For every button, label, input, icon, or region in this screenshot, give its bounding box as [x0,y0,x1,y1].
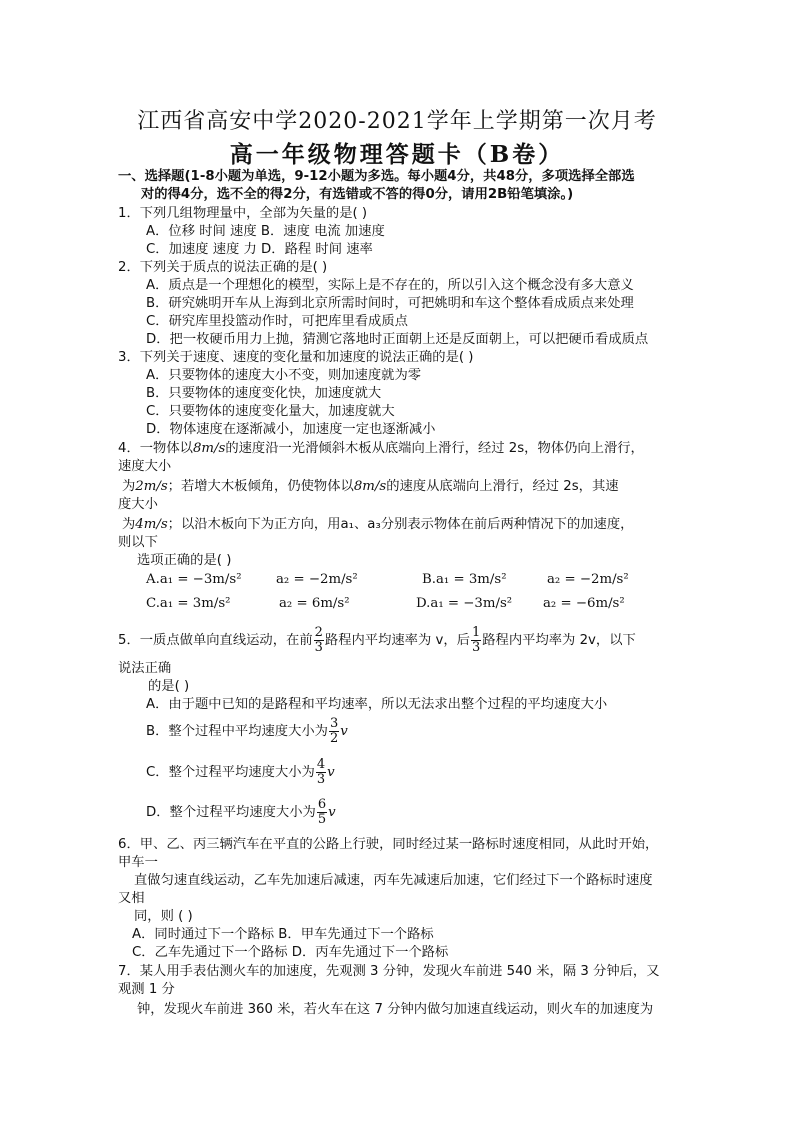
fraction-numerator: 6 [317,796,327,812]
velocity-value: 2m/s [135,479,168,494]
fraction-six-fifths [317,798,327,827]
question-4-text: 的速度沿一光滑倾斜木板从底端向上滑行，经过 2s，物体仍向上滑行， [225,441,644,456]
question-4-option-a2: a₂ = −2m/s² [276,572,358,587]
velocity-value: 4m/s [135,517,168,532]
question-4-option-c1: C.a₁ = 3m/s² [146,596,231,611]
fraction-denominator: 3 [316,771,326,787]
variable-v: v [327,765,335,780]
question-4-line7: 选项正确的是( ) [137,553,232,568]
question-4-option-d2: a₂ = −6m/s² [543,596,625,611]
question-6-options-ab: A．同时通过下一个路标 B．甲车先通过下一个路标 [132,927,434,942]
fraction-four-thirds [316,758,326,787]
question-5-line3: 的是( ) [148,679,190,694]
question-4-text: 4．一物体以 [118,441,193,456]
question-4-line2: 速度大小 [118,459,172,474]
velocity-value: 8m/s [353,479,387,494]
question-3-stem: 3．下列关于速度、速度的变化量和加速度的说法正确的是( ) [118,350,474,365]
question-2-option-b: B．研究姚明开车从上海到北京所需时间时，可把姚明和车这个整体看成质点来处理 [146,296,634,311]
question-6-line4: 又相 [118,891,145,906]
fraction-numerator: 1 [471,624,481,640]
fraction-three-halves [329,717,339,746]
question-4-line3 [122,478,619,495]
question-4-text: ；以沿木板向下为正方向，用a₁、a₃分别表示物体在前后两种情况下的加速度， [167,517,634,532]
question-6-line2: 甲车一 [118,855,158,870]
fraction-numerator: 3 [329,715,339,731]
question-7-line1: 7．某人用手表估测火车的加速度，先观测 3 分钟，发现火车前进 540 米，隔 3 分钟后，又 [118,964,660,979]
question-4-text: 为 [122,517,136,532]
question-2-stem: 2．下列关于质点的说法正确的是( ) [118,260,328,275]
variable-v: v [328,805,336,820]
question-4-option-b1: B.a₁ = 3m/s² [422,572,507,587]
question-5-text: 路程内平均速率为 v，后 [324,633,470,648]
question-4-option-b2: a₂ = −2m/s² [547,572,629,587]
velocity-value: 8m/s [192,441,226,456]
question-4-option-a1: A.a₁ = −3m/s² [146,572,242,587]
question-5-text: 路程内平均率为 2v，以下 [482,633,636,648]
fraction-denominator: 3 [314,639,323,655]
question-5-option-b-text: B．整个过程中平均速度大小为 [146,724,328,739]
question-4-text: 为 [122,479,136,494]
question-6-line5: 同，则 ( ) [134,909,193,924]
section-instructions-line2: 对的得4分，选不全的得2分，有选错或不答的得0分，请用2B铅笔填涂。) [141,187,574,202]
question-5-option-c-text: C．整个过程平均速度大小为 [146,765,315,780]
question-1-stem: 1．下列几组物理量中，全部为矢量的是( ) [118,206,368,221]
question-5-option-d [146,797,336,829]
question-6-options-cd: C．乙车先通过下一个路标 D．丙车先通过下一个路标 [132,945,449,960]
question-4-option-c2: a₂ = 6m/s² [279,596,350,611]
question-4-line5 [122,516,633,533]
question-5-option-a: A．由于题中已知的是路程和平均速率，所以无法求出整个过程的平均速度大小 [146,697,608,712]
question-1-options-ab: A．位移 时间 速度 B．速度 电流 加速度 [146,224,385,239]
section-instructions-line1: 一、选择题(1-8小题为单选，9-12小题为多选。每小题4分，共48分，多项选择全部选 [118,169,635,184]
question-7-line2: 观测 1 分 [118,982,175,997]
question-3-option-d: D．物体速度在逐渐减小，加速度一定也逐渐减小 [146,422,436,437]
question-6-line1: 6．甲、乙、丙三辆汽车在平直的公路上行驶，同时经过某一路标时速度相同，从此时开始， [118,837,659,852]
question-1-options-cd: C．加速度 速度 力 D．路程 时间 速率 [146,242,373,257]
question-5-option-b [146,716,348,748]
fraction-denominator: 3 [471,639,481,655]
fraction-one-third [471,626,481,655]
question-4-line4: 度大小 [118,497,158,512]
question-4-text: ；若增大木板倾角，仍使物体以 [167,479,354,494]
question-5-text: 5．一质点做单向直线运动，在前 [118,633,313,648]
question-7-line3: 钟，发现火车前进 360 米，若火车在这 7 分钟内做匀加速直线运动，则火车的加速度为 [137,1002,654,1017]
question-2-option-d: D．把一枚硬币用力上抛，猜测它落地时正面朝上还是反面朝上，可以把硬币看成质点 [146,332,649,347]
variable-v: v [340,724,348,739]
question-5-option-c [146,757,335,789]
fraction-numerator: 2 [314,624,323,640]
question-5-line1 [118,625,636,657]
question-4-option-d1: D.a₁ = −3m/s² [416,596,513,611]
exam-subtitle: 高一年级物理答题卡（B卷） [229,141,565,168]
question-2-option-c: C．研究库里投篮动作时，可把库里看成质点 [146,314,408,329]
question-4-line1 [118,440,644,457]
question-4-line6: 则以下 [118,535,158,550]
fraction-denominator: 2 [329,730,339,746]
exam-title: 江西省高安中学2020-2021学年上学期第一次月考 [137,109,657,134]
question-3-option-a: A．只要物体的速度大小不变，则加速度就为零 [146,368,422,383]
question-3-option-c: C．只要物体的速度变化量大，加速度就大 [146,404,395,419]
fraction-two-thirds [314,626,324,655]
question-5-option-d-text: D．整个过程平均速度大小为 [146,805,316,820]
question-5-line2: 说法正确 [118,661,172,676]
fraction-denominator: 5 [317,811,327,827]
fraction-numerator: 4 [316,756,326,772]
question-4-text: 的速度从底端向上滑行，经过 2s，其速 [386,479,619,494]
question-2-option-a: A．质点是一个理想化的模型，实际上是不存在的，所以引入这个概念没有多大意义 [146,278,634,293]
question-3-option-b: B．只要物体的速度变化快，加速度就大 [146,386,382,401]
question-6-line3: 直做匀速直线运动，乙车先加速后减速，丙车先减速后加速，它们经过下一个路标时速度 [134,873,653,888]
